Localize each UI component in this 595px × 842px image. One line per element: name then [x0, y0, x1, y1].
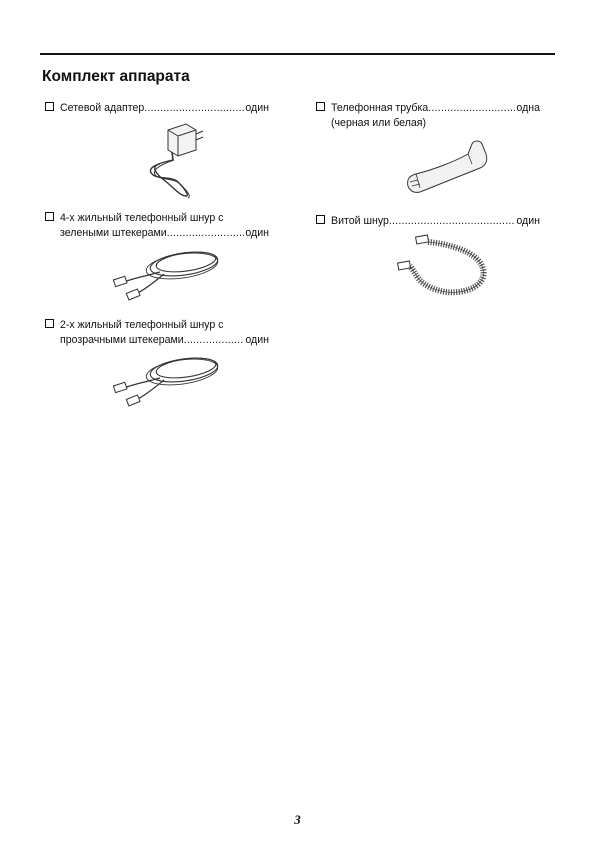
item-quantity: один — [245, 102, 269, 114]
item-label-cont: прозрачными штекерами — [60, 333, 184, 346]
list-item-handset — [316, 101, 540, 130]
item-label: Сетевой адаптер — [60, 102, 145, 114]
item-sublabel: (черная или белая) — [331, 116, 427, 129]
item-quantity: одна — [516, 102, 540, 114]
leader-dots — [389, 214, 516, 229]
checkbox-icon — [45, 319, 54, 328]
list-item-ac-adapter — [45, 101, 269, 116]
4-wire-cord-illustration — [112, 246, 224, 304]
checkbox-icon — [45, 102, 54, 111]
leader-dots — [184, 333, 245, 348]
item-label: Телефонная трубка — [331, 102, 429, 114]
handset-illustration — [402, 138, 492, 198]
item-label: 4-х жильный телефонный шнур с — [60, 212, 224, 224]
checkbox-icon — [316, 215, 325, 224]
item-label-cont: зелеными штекерами — [60, 226, 167, 239]
item-label: Витой шнур — [331, 215, 389, 227]
checkbox-icon — [45, 212, 54, 221]
ac-adapter-illustration — [138, 118, 218, 200]
list-item-2-wire-cord — [45, 318, 269, 347]
leader-dots — [144, 101, 244, 116]
item-quantity: один — [245, 333, 269, 346]
item-label: 2-х жильный телефонный шнур с — [60, 319, 224, 331]
page-number: 3 — [294, 812, 301, 827]
coiled-cord-illustration — [396, 234, 492, 298]
list-item-4-wire-cord — [45, 211, 269, 240]
2-wire-cord-illustration — [112, 352, 224, 410]
checkbox-icon — [316, 102, 325, 111]
header-rule — [40, 53, 555, 55]
page-title: Комплект аппарата — [42, 68, 190, 85]
leader-dots — [167, 226, 245, 241]
item-quantity: один — [516, 215, 540, 227]
item-quantity: один — [245, 226, 269, 239]
leader-dots — [428, 101, 515, 116]
list-item-coiled-cord — [316, 214, 540, 229]
